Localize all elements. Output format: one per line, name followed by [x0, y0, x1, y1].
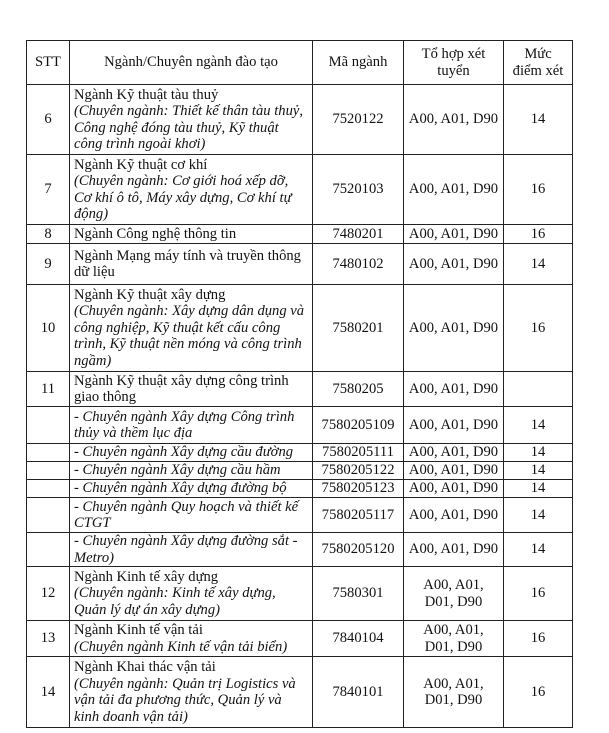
specialization-text: (Chuyên ngành Kinh tế vận tải biển): [74, 638, 288, 655]
specialization-text: (Chuyên ngành: Thiết kế thân tàu thuỷ, Công nghệ đóng tàu thuỷ, Kỹ thuật công trình ngoài khơi): [74, 103, 303, 152]
row-score: 16: [504, 225, 573, 244]
table-row: [27, 225, 573, 244]
specialization-text: - Chuyên ngành Xây dựng cầu đường: [74, 444, 294, 461]
row-combination: A00, A01, D90: [404, 225, 504, 244]
major-name: Ngành Kinh tế xây dựng: [74, 568, 219, 585]
table-row: [27, 567, 573, 621]
row-major-cell: [70, 444, 313, 462]
row-score: 16: [504, 567, 573, 621]
row-combination: A00, A01, D90: [404, 285, 504, 372]
row-major-cell: [70, 244, 313, 285]
row-major-cell: [70, 407, 313, 444]
row-stt: 10: [27, 285, 70, 372]
row-combination: A00, A01, D90: [404, 155, 504, 225]
header-stt: STT: [27, 41, 70, 85]
table-row: [27, 85, 573, 155]
table-row: [27, 498, 573, 533]
major-name: Ngành Kinh tế vận tải: [74, 622, 203, 638]
specialization-text: (Chuyên ngành: Quản trị Logistics và vận tải đa phương thức, Quản lý và kinh doanh vận tải): [74, 675, 296, 725]
row-stt: 6: [27, 85, 70, 155]
major-name: Ngành Mạng máy tính và truyền thông dữ liệu: [74, 247, 301, 280]
major-name: Ngành Công nghệ thông tin: [74, 225, 237, 242]
row-combination: A00, A01, D01, D90: [404, 657, 504, 728]
row-combination: A00, A01, D01, D90: [404, 567, 504, 621]
row-score: 16: [504, 657, 573, 728]
row-major-cell: [70, 372, 313, 407]
row-stt: [27, 462, 70, 480]
row-combination: A00, A01, D90: [404, 85, 504, 155]
row-stt: [27, 533, 70, 567]
table-row: [27, 285, 573, 372]
row-combination: A00, A01, D90: [404, 244, 504, 285]
table-row: [27, 657, 573, 728]
row-code: 7840101: [313, 657, 404, 728]
row-score: 14: [504, 533, 573, 567]
major-name: Ngành Kỹ thuật xây dựng công trình giao thông: [74, 372, 289, 405]
specialization-text: (Chuyên ngành: Cơ giới hoá xếp dỡ, Cơ khí ô tô, Máy xây dựng, Cơ khí tự động): [74, 173, 292, 222]
header-threshold-score: Mức điểm xét: [504, 41, 573, 85]
row-score: 16: [504, 285, 573, 372]
row-score: [504, 372, 573, 407]
row-major-cell: [70, 533, 313, 567]
specialization-text: - Chuyên ngành Xây dựng đường sắt - Metro): [74, 533, 298, 566]
major-name: Ngành Kỹ thuật tàu thuỷ: [74, 86, 219, 103]
specialization-text: (Chuyên ngành: Xây dựng dân dụng và công nghiệp, Kỹ thuật kết cấu công trình, Kỹ thuật nền móng và công trình ngầm): [74, 303, 305, 369]
row-score: 14: [504, 244, 573, 285]
row-stt: 11: [27, 372, 70, 407]
row-major-cell: [70, 498, 313, 533]
row-score: 16: [504, 155, 573, 225]
table-row: [27, 480, 573, 498]
row-stt: 7: [27, 155, 70, 225]
specialization-text: (Chuyên ngành: Kinh tế xây dựng, Quản lý dự án xây dựng): [74, 585, 276, 618]
header-row: [27, 41, 573, 85]
row-stt: [27, 480, 70, 498]
row-major-cell: [70, 462, 313, 480]
table-row: [27, 621, 573, 657]
row-combination: A00, A01, D90: [404, 407, 504, 444]
row-major-cell: [70, 285, 313, 372]
header-major-code: Mã ngành: [313, 41, 404, 85]
row-score: 14: [504, 498, 573, 533]
table-row: [27, 155, 573, 225]
row-code: 7580301: [313, 567, 404, 621]
row-code: 7840104: [313, 621, 404, 657]
row-combination: A00, A01, D90: [404, 444, 504, 462]
row-code: 7480201: [313, 225, 404, 244]
table-row: [27, 407, 573, 444]
row-score: 14: [504, 462, 573, 480]
row-stt: 9: [27, 244, 70, 285]
row-code: 7580205123: [313, 480, 404, 498]
row-major-cell: [70, 480, 313, 498]
row-code: 7520122: [313, 85, 404, 155]
table-row: [27, 462, 573, 480]
specialization-text: - Chuyên ngành Quy hoạch và thiết kế CTGT: [74, 498, 299, 531]
row-code: 7580205: [313, 372, 404, 407]
row-score: 16: [504, 621, 573, 657]
major-name: Ngành Kỹ thuật xây dựng: [74, 286, 226, 303]
header-subject-combination: Tổ hợp xét tuyển: [404, 41, 504, 85]
row-major-cell: [70, 657, 313, 728]
specialization-text: - Chuyên ngành Xây dựng Công trình thủy và thềm lục địa: [74, 408, 295, 441]
major-name: Ngành Khai thác vận tải: [74, 659, 216, 675]
table-row: [27, 444, 573, 462]
row-code: 7520103: [313, 155, 404, 225]
row-stt: 8: [27, 225, 70, 244]
row-combination: A00, A01, D90: [404, 372, 504, 407]
specialization-text: - Chuyên ngành Xây dựng đường bộ: [74, 480, 287, 497]
row-stt: [27, 444, 70, 462]
row-code: 7580205120: [313, 533, 404, 567]
row-stt: [27, 498, 70, 533]
admission-table: [26, 40, 573, 728]
row-major-cell: [70, 621, 313, 657]
row-major-cell: [70, 567, 313, 621]
row-major-cell: [70, 225, 313, 244]
row-code: 7580205117: [313, 498, 404, 533]
row-major-cell: [70, 155, 313, 225]
row-stt: 13: [27, 621, 70, 657]
major-name: Ngành Kỹ thuật cơ khí: [74, 156, 208, 173]
row-score: 14: [504, 444, 573, 462]
row-stt: 12: [27, 567, 70, 621]
row-major-cell: [70, 85, 313, 155]
row-combination: A00, A01, D90: [404, 533, 504, 567]
row-code: 7580201: [313, 285, 404, 372]
row-combination: A00, A01, D90: [404, 480, 504, 498]
row-combination: A00, A01, D90: [404, 498, 504, 533]
row-code: 7580205109: [313, 407, 404, 444]
row-code: 7580205111: [313, 444, 404, 462]
specialization-text: - Chuyên ngành Xây dựng cầu hầm: [74, 462, 281, 479]
table-row: [27, 244, 573, 285]
row-combination: A00, A01, D01, D90: [404, 621, 504, 657]
row-score: 14: [504, 85, 573, 155]
table-row: [27, 372, 573, 407]
row-stt: 14: [27, 657, 70, 728]
row-code: 7580205122: [313, 462, 404, 480]
table-row: [27, 533, 573, 567]
row-score: 14: [504, 480, 573, 498]
header-major-name: Ngành/Chuyên ngành đào tạo: [70, 41, 313, 85]
row-code: 7480102: [313, 244, 404, 285]
row-score: 14: [504, 407, 573, 444]
row-combination: A00, A01, D90: [404, 462, 504, 480]
row-stt: [27, 407, 70, 444]
